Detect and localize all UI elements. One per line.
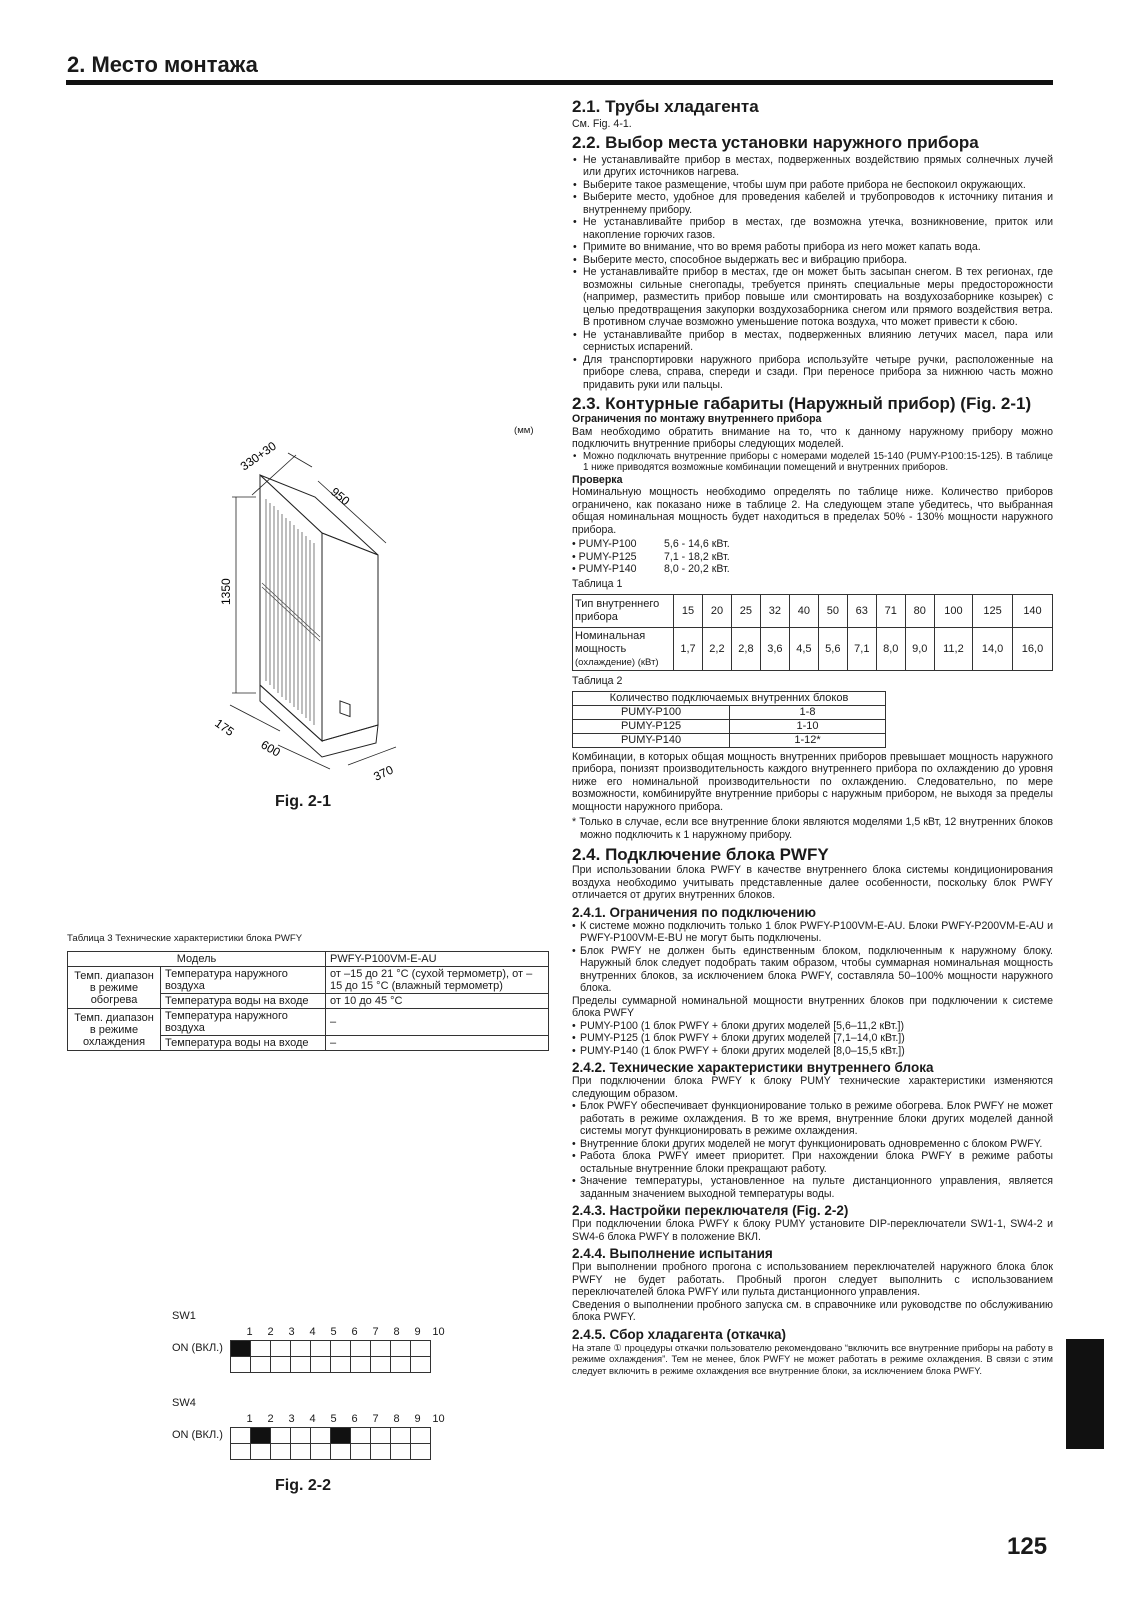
table1-capacity-cell: 7,1 <box>847 628 876 671</box>
list-item: • Значение температуры, установленное на пульте дистанционного управления, является заданным значением выходной температуры воды. <box>572 1175 1053 1200</box>
sw4-switch-9-lower[interactable] <box>391 1444 411 1460</box>
table3-cool-water-value: – <box>326 1036 549 1051</box>
list-item: • Блок PWFY не должен быть единственным блоком, подключенным к наружному блоку. Наружный блок следует подобрать таким образом, чтобы суммарная номинальная мощность внутренних блоков, за исключением блока PWFY, составляла 50–100% мощности наружного блока. <box>572 945 1053 995</box>
sw-number: 2 <box>267 1326 274 1338</box>
table1-row1-label: Тип внутреннего прибора <box>573 595 674 628</box>
list-item: • Выберите такое размещение, чтобы шум при работе прибора не беспокоил окружающих. <box>572 179 1053 192</box>
list-item: • Работа блока PWFY имеет приоритет. При нахождении блока PWFY в режиме работы остальные внутренние блоки прекращают работу. <box>572 1150 1053 1175</box>
table1-capacity-cell: 3,6 <box>760 628 789 671</box>
sw1-dip-switch[interactable] <box>230 1340 431 1373</box>
s23-bullet1 <box>572 451 1053 474</box>
sw1-switch-2-upper[interactable] <box>251 1341 271 1357</box>
fig-2-2-caption: Fig. 2-2 <box>275 1477 332 1494</box>
s23-p3: Комбинации, в которых общая мощность внутренних приборов превышает мощность наружного прибора, понизят производительность каждого внутреннего прибора по охлаждению до уровня ниже его номинальной производительности по охлаждению. Следовательно, по мере возможности, комбинируйте внутренние приборы с наружным прибором, не выходя за пределы мощности наружного прибора. <box>572 750 1053 813</box>
sw-number: 10 <box>432 1326 445 1338</box>
header-rule <box>66 80 1053 85</box>
table2-count: 1-8 <box>730 705 886 719</box>
sw4-switch-1-lower[interactable] <box>231 1444 251 1460</box>
s244-title: 2.4.4. Выполнение испытания <box>572 1246 773 1261</box>
table3-cool-outdoor-value: – <box>326 1009 549 1036</box>
table3-water-temp: Температура воды на входе <box>161 1036 326 1051</box>
table1-caption: Таблица 1 <box>572 577 623 590</box>
table1-capacity-cell: 14,0 <box>973 628 1013 671</box>
sw1-switch-5-lower[interactable] <box>311 1357 331 1373</box>
sw1-label: SW1 <box>172 1310 196 1322</box>
side-tab <box>1066 1339 1104 1449</box>
table2-model: PUMY-P100 <box>573 705 730 719</box>
sw1-switch-9-upper[interactable] <box>391 1341 411 1357</box>
sw-number: 5 <box>330 1413 337 1425</box>
sw-number: 2 <box>267 1413 274 1425</box>
s244-p2: Сведения о выполнении пробного запуска см. в справочнике или руководстве по обслуживанию блока PWFY. <box>572 1298 1053 1323</box>
sw4-switch-5-upper[interactable] <box>311 1428 331 1444</box>
table3-heat-mode: Темп. диапазон в режиме обогрева <box>68 967 161 1009</box>
sw-number: 7 <box>372 1326 379 1338</box>
s23-p2: Номинальную мощность необходимо определять по таблице ниже. Количество приборов ограничено, как показано ниже в таблице 2. На следующем этапе убедитесь, что выбранная общая номинальная мощность будет находиться в пределах 50% - 130% мощности наружного прибора. <box>572 486 1053 536</box>
s22-title: 2.2. Выбор места установки наружного прибора <box>572 132 979 152</box>
table1-type-cell: 25 <box>731 595 760 628</box>
dim-height: 1350 <box>219 578 233 605</box>
capacity-list <box>572 538 1053 576</box>
sw1-switch-8-lower[interactable] <box>371 1357 391 1373</box>
dim-top: 330+30 <box>237 438 279 474</box>
capacity-model: PUMY-P125 <box>578 550 637 563</box>
sw1-switch-1-upper[interactable] <box>231 1341 251 1357</box>
sw4-switch-10-upper[interactable] <box>411 1428 431 1444</box>
table3-header-model: Модель <box>68 952 326 967</box>
list-item: • К системе можно подключить только 1 блок PWFY-P100VM-E-AU. Блоки PWFY-P200VM-E-AU и PWFY-P100VM-E-BU не могут быть подключены. <box>572 920 1053 945</box>
capacity-range: 7,1 - 18,2 кВт. <box>664 550 730 563</box>
sw-number: 3 <box>288 1413 295 1425</box>
sw1-switch-8-upper[interactable] <box>371 1341 391 1357</box>
table3-water-temp: Температура воды на входе <box>161 994 326 1009</box>
table1-capacity-cell: 4,5 <box>789 628 818 671</box>
capacity-range: 5,6 - 14,6 кВт. <box>664 538 730 550</box>
capacity-row: • PUMY-P140 8,0 - 20,2 кВт. <box>572 563 730 575</box>
sw-number: 1 <box>246 1413 253 1425</box>
list-item: • Для транспортировки наружного прибора используйте четыре ручки, расположенные на приборе слева, справа, спереди и сзади. При переносе прибора за нижнюю часть можно придавить руки или пальцы. <box>572 354 1053 392</box>
table3-outdoor-temp: Температура наружного воздуха <box>161 967 326 994</box>
sw-number: 4 <box>309 1326 316 1338</box>
outdoor-unit-drawing <box>200 435 440 785</box>
unit-label: (мм) <box>514 425 534 436</box>
table1-type-cell: 40 <box>789 595 818 628</box>
capacity-model: PUMY-P140 <box>578 563 637 575</box>
sw1-switch-4-upper[interactable] <box>291 1341 311 1357</box>
sw4-switch-2-lower[interactable] <box>251 1444 271 1460</box>
sw4-switch-10-lower[interactable] <box>411 1444 431 1460</box>
table1-type-cell: 50 <box>818 595 847 628</box>
capacity-row: • PUMY-P125 7,1 - 18,2 кВт. <box>572 550 730 563</box>
table2-caption: Таблица 2 <box>572 675 623 687</box>
sw1-numbers <box>239 1326 449 1338</box>
table1-type-cell: 125 <box>973 595 1013 628</box>
s245-title: 2.4.5. Сбор хладагента (откачка) <box>572 1326 787 1342</box>
list-item: • Внутренние блоки других моделей не могут функционировать одновременно с блоком PWFY. <box>572 1138 1053 1151</box>
list-item: • Можно подключать внутренние приборы с номерами моделей 15-140 (PUMY-P100:15-125). В таблице 1 ниже приводятся возможные комбинации помещений и внутренних приборов. <box>572 451 1053 474</box>
sw4-switch-8-lower[interactable] <box>371 1444 391 1460</box>
s21-text: См. Fig. 4-1. <box>572 118 632 130</box>
list-item: • PUMY-P125 (1 блок PWFY + блоки других моделей [7,1–14,0 кВт.]) <box>572 1032 1053 1045</box>
s241-p: Пределы суммарной номинальной мощности внутренних блоков при подключении к системе блока PWFY <box>572 994 1053 1019</box>
table3-header-value: PWFY-P100VM-E-AU <box>326 952 549 967</box>
sw1-switch-3-upper[interactable] <box>271 1341 291 1357</box>
list-item: • Не устанавливайте прибор в местах, подверженных воздействию прямых солнечных лучей или других источников нагрева. <box>572 154 1053 179</box>
table1-row2-label-b: (охлаждение) (кВт) <box>575 656 659 668</box>
s23-note: * Только в случае, если все внутренние блоки являются моделями 1,5 кВт, 12 внутренних блоков можно подключить к 1 наружному прибору. <box>572 816 1053 841</box>
s23-sub1: Ограничения по монтажу внутреннего прибора <box>572 413 822 425</box>
table3-outdoor-temp: Температура наружного воздуха <box>161 1009 326 1036</box>
sw4-switch-4-upper[interactable] <box>291 1428 311 1444</box>
dim-370: 370 <box>371 762 396 784</box>
table1-capacity-cell: 11,2 <box>934 628 972 671</box>
list-item: • Не устанавливайте прибор в местах, где он может быть засыпан снегом. В тех регионах, где возможны сильные снегопады, требуется принять специальные меры предосторожности (например, разместить прибор повыше или смонтировать на воздухозаборнике козырек) с целью предотвращения закупорки воздухозаборника снегом или прямого воздействия ветра. В противном случае возможно уменьшение потока воздуха, что может привести к сбою. <box>572 266 1053 329</box>
dim-width: 950 <box>328 484 353 509</box>
sw1-switch-7-upper[interactable] <box>351 1341 371 1357</box>
table1-row2-label <box>573 628 674 671</box>
right-column <box>572 98 1053 1376</box>
s241-models <box>572 1020 1053 1058</box>
s21-title: 2.1. Трубы хладагента <box>572 97 759 116</box>
s23-sub2: Проверка <box>572 473 623 486</box>
sw-number: 6 <box>351 1326 358 1338</box>
table1-capacity-cell: 2,2 <box>702 628 731 671</box>
sw4-switch-8-upper[interactable] <box>371 1428 391 1444</box>
s244-p1: При выполнении пробного прогона с использованием переключателей наружного блока блок PWFY не будет работать. Пробный прогон следует выполнить с использованием переключателей блока PWFY или пульта дистанционного управления. <box>572 1261 1053 1298</box>
sw4-switch-5-lower[interactable] <box>311 1444 331 1460</box>
sw1-switch-10-upper[interactable] <box>411 1341 431 1357</box>
table1-type-cell: 63 <box>847 595 876 628</box>
sw-number: 5 <box>330 1326 337 1338</box>
table1-type-cell: 20 <box>702 595 731 628</box>
sw1-switch-1-lower[interactable] <box>231 1357 251 1373</box>
table-row <box>573 705 886 719</box>
sw-number: 3 <box>288 1326 295 1338</box>
sw4-switch-3-lower[interactable] <box>271 1444 291 1460</box>
section-title: 2. Место монтажа <box>67 52 258 77</box>
table1-type-cell: 15 <box>674 595 703 628</box>
table1-type-cell: 80 <box>905 595 934 628</box>
table3-caption: Таблица 3 Технические характеристики блока PWFY <box>67 933 303 944</box>
list-item: • Выберите место, удобное для проведения кабелей и трубопроводов к источнику питания и внутреннему прибору. <box>572 191 1053 216</box>
sw-number: 7 <box>372 1413 379 1425</box>
sw-number: 1 <box>246 1326 253 1338</box>
sw-number: 9 <box>414 1413 421 1425</box>
sw4-label: SW4 <box>172 1397 196 1409</box>
table2-model: PUMY-P140 <box>573 733 730 747</box>
page-number: 125 <box>1007 1533 1048 1560</box>
s241-title: 2.4.1. Ограничения по подключению <box>572 904 817 920</box>
table3 <box>67 951 549 1051</box>
s23-title: 2.3. Контурные габариты (Наружный прибор) (Fig. 2-1) <box>572 394 1032 413</box>
list-item: • Не устанавливайте прибор в местах, где возможна утечка, возникновение, приток или накопление горючих газов. <box>572 216 1053 241</box>
sw1-switch-5-upper[interactable] <box>311 1341 331 1357</box>
s22-list <box>572 154 1053 392</box>
s245-p: На этапе ① процедуры откачки пользователю рекомендовано “включить все внутренние приборы на работу в режиме охлаждения”. Тем не менее, блок PWFY не может работать в режиме охлаждения. В связи с этим следует включить в режиме охлаждения все внутренние блоки, за исключением блока PWFY. <box>572 1341 1053 1376</box>
s243-p: При подключении блока PWFY к блоку PUMY установите DIP-переключатели SW1-1, SW4-2 и SW4-6 блока PWFY в положение ВКЛ. <box>572 1218 1053 1243</box>
table2 <box>572 691 886 748</box>
capacity-model: PUMY-P100 <box>578 538 637 550</box>
list-item: • PUMY-P140 (1 блок PWFY + блоки других моделей [8,0–15,5 кВт.]) <box>572 1045 1053 1058</box>
table1-capacity-cell: 16,0 <box>1012 628 1052 671</box>
table1-type-cell: 71 <box>876 595 905 628</box>
table1-capacity-cell: 8,0 <box>876 628 905 671</box>
table-row <box>573 719 886 733</box>
s24-p: При использовании блока PWFY в качестве внутреннего блока системы кондиционирования воздуха необходимо учитывать представленные далее особенности, поскольку блок PWFY отличается от других внутренних блоков. <box>572 864 1053 901</box>
sw1-switch-2-lower[interactable] <box>251 1357 271 1373</box>
s242-list <box>572 1100 1053 1200</box>
sw-number: 6 <box>351 1413 358 1425</box>
sw1-switch-7-lower[interactable] <box>351 1357 371 1373</box>
sw1-switch-9-lower[interactable] <box>391 1357 411 1373</box>
s24-title: 2.4. Подключение блока PWFY <box>572 845 829 864</box>
table3-heat-outdoor-value: от –15 до 21 °C (сухой термометр), от –15 до 15 °C (влажный термометр) <box>326 967 549 994</box>
sw-number: 8 <box>393 1413 400 1425</box>
sw4-numbers <box>239 1413 449 1425</box>
s23-p1: Вам необходимо обратить внимание на то, что к данному наружному прибору можно подключить внутренние приборы следующих моделей. <box>572 425 1053 450</box>
sw1-switch-3-lower[interactable] <box>271 1357 291 1373</box>
table1-capacity-cell: 9,0 <box>905 628 934 671</box>
table3-cool-mode: Темп. диапазон в режиме охлаждения <box>68 1009 161 1051</box>
sw-number: 10 <box>432 1413 445 1425</box>
sw-number: 9 <box>414 1326 421 1338</box>
list-item: • Не устанавливайте прибор в местах, подверженных влиянию летучих масел, пара или сернистых испарений. <box>572 329 1053 354</box>
sw4-switch-4-lower[interactable] <box>291 1444 311 1460</box>
sw1-switch-10-lower[interactable] <box>411 1357 431 1373</box>
sw4-switch-2-upper[interactable] <box>251 1428 271 1444</box>
table1-type-cell: 32 <box>760 595 789 628</box>
sw4-switch-6-lower[interactable] <box>331 1444 351 1460</box>
sw1-switch-4-lower[interactable] <box>291 1357 311 1373</box>
s242-title: 2.4.2. Технические характеристики внутреннего блока <box>572 1060 934 1075</box>
capacity-row: • PUMY-P100 5,6 - 14,6 кВт. <box>572 538 730 550</box>
table3-heat-water-value: от 10 до 45 °C <box>326 994 549 1009</box>
capacity-range: 8,0 - 20,2 кВт. <box>664 563 730 575</box>
sw4-switch-7-upper[interactable] <box>351 1428 371 1444</box>
fig-2-1-caption: Fig. 2-1 <box>275 793 332 810</box>
table2-count: 1-12* <box>730 733 886 747</box>
list-item: • Выберите место, способное выдержать вес и вибрацию прибора. <box>572 254 1053 267</box>
sw1-switch-6-upper[interactable] <box>331 1341 351 1357</box>
sw4-on-label: ON (ВКЛ.) <box>172 1429 223 1441</box>
sw-number: 8 <box>393 1326 400 1338</box>
sw4-switch-1-upper[interactable] <box>231 1428 251 1444</box>
table1 <box>572 594 1053 671</box>
sw4-switch-6-upper[interactable] <box>331 1428 351 1444</box>
table1-type-cell: 100 <box>934 595 972 628</box>
list-item: • Блок PWFY обеспечивает функционирование только в режиме обогрева. Блок PWFY не может работать в режиме охлаждения. В то же время, внутренние блоки других моделей данной системы могут функционировать в режиме охлаждения. <box>572 1100 1053 1138</box>
table1-capacity-cell: 5,6 <box>818 628 847 671</box>
sw4-switch-9-upper[interactable] <box>391 1428 411 1444</box>
table2-header: Количество подключаемых внутренних блоков <box>573 691 886 705</box>
table2-count: 1-10 <box>730 719 886 733</box>
table2-model: PUMY-P125 <box>573 719 730 733</box>
dim-175: 175 <box>212 715 237 739</box>
list-item: • PUMY-P100 (1 блок PWFY + блоки других моделей [5,6–11,2 кВт.]) <box>572 1020 1053 1033</box>
list-item: • Примите во внимание, что во время работы прибора из него может капать вода. <box>572 241 1053 254</box>
sw1-on-label: ON (ВКЛ.) <box>172 1342 223 1354</box>
table1-type-cell: 140 <box>1012 595 1052 628</box>
sw1-switch-6-lower[interactable] <box>331 1357 351 1373</box>
table1-row2-label-a: Номинальная мощность <box>575 629 646 655</box>
s242-p: При подключении блока PWFY к блоку PUMY технические характеристики изменяются следующим образом. <box>572 1075 1053 1100</box>
dim-600: 600 <box>258 737 283 760</box>
sw4-switch-3-upper[interactable] <box>271 1428 291 1444</box>
table1-capacity-cell: 2,8 <box>731 628 760 671</box>
table1-capacity-cell: 1,7 <box>674 628 703 671</box>
sw4-switch-7-lower[interactable] <box>351 1444 371 1460</box>
sw4-dip-switch[interactable] <box>230 1427 431 1460</box>
sw-number: 4 <box>309 1413 316 1425</box>
table-row <box>573 733 886 747</box>
s243-title: 2.4.3. Настройки переключателя (Fig. 2-2) <box>572 1203 849 1218</box>
s241-list <box>572 920 1053 995</box>
